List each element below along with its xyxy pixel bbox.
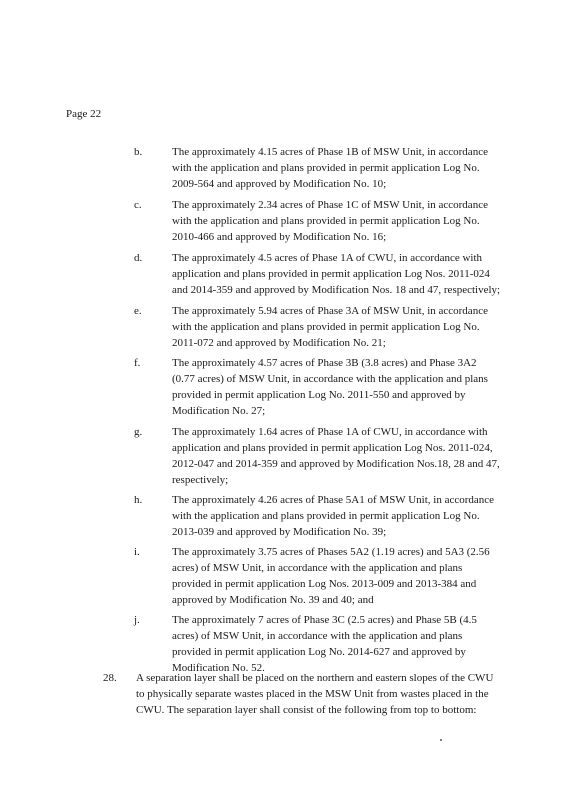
item-line: Modification No. 27; [172, 405, 266, 417]
item-text [172, 355, 517, 419]
item-line: and 2014-359 and approved by Modification Nos. 18 and 47, respectively; [172, 284, 501, 296]
item-line: with the application and plans provided in permit application Log No. [172, 510, 480, 522]
item-text [172, 197, 517, 245]
item-letter: e. [134, 305, 142, 317]
item-text [172, 612, 517, 676]
item-line: acres) of MSW Unit, in accordance with the application and plans [172, 630, 463, 642]
item-line: 2011-072 and approved by Modification No. 21; [172, 337, 386, 349]
item-line: 2010-466 and approved by Modification No. 16; [172, 231, 387, 243]
item-line: The approximately 4.57 acres of Phase 3B (3.8 acres) and Phase 3A2 [172, 357, 477, 369]
item-line: respectively; [172, 474, 229, 486]
paragraph-line: CWU. The separation layer shall consist of the following from top to bottom: [136, 704, 477, 716]
paragraph-number: 28. [103, 672, 117, 684]
item-line: provided in permit application Log Nos. 2013-009 and 2013-384 and [172, 578, 477, 590]
item-line: application and plans provided in permit application Log Nos. 2011-024, [172, 442, 493, 454]
item-text [172, 250, 517, 298]
item-letter: h. [134, 494, 143, 506]
item-text [172, 544, 517, 608]
item-line: with the application and plans provided in permit application Log No. [172, 321, 480, 333]
item-line: provided in permit application Log No. 2014-627 and approved by [172, 646, 466, 658]
item-line: (0.77 acres) of MSW Unit, in accordance with the application and plans [172, 373, 488, 385]
item-line: The approximately 5.94 acres of Phase 3A of MSW Unit, in accordance [172, 305, 488, 317]
item-letter: c. [134, 199, 142, 211]
item-letter: d. [134, 252, 143, 264]
item-line: 2012-047 and 2014-359 and approved by Modification Nos.18, 28 and 47, [172, 458, 500, 470]
item-line: Modification No. 52. [172, 662, 265, 674]
paragraph-line: A separation layer shall be placed on the northern and eastern slopes of the CWU [136, 672, 494, 684]
item-letter: f. [134, 357, 141, 369]
item-letter: i. [134, 546, 140, 558]
item-line: 2013-039 and approved by Modification No. 39; [172, 526, 387, 538]
paragraph-line: to physically separate wastes placed in the MSW Unit from wastes placed in the [136, 688, 489, 700]
scan-speck [440, 739, 442, 741]
item-line: The approximately 2.34 acres of Phase 1C of MSW Unit, in accordance [172, 199, 488, 211]
paragraph-text [136, 670, 516, 718]
page-label: Page 22 [66, 108, 102, 120]
item-text [172, 492, 517, 540]
item-line: The approximately 7 acres of Phase 3C (2.5 acres) and Phase 5B (4.5 [172, 614, 477, 626]
item-line: The approximately 4.26 acres of Phase 5A1 of MSW Unit, in accordance [172, 494, 495, 506]
item-line: with the application and plans provided in permit application Log No. [172, 215, 480, 227]
item-line: The approximately 4.15 acres of Phase 1B of MSW Unit, in accordance [172, 146, 488, 158]
item-letter: b. [134, 146, 143, 158]
item-line: 2009-564 and approved by Modification No. 10; [172, 178, 387, 190]
item-text [172, 424, 517, 488]
item-line: application and plans provided in permit application Log Nos. 2011-024 [172, 268, 490, 280]
item-text [172, 303, 517, 351]
item-line: The approximately 3.75 acres of Phases 5A2 (1.19 acres) and 5A3 (2.56 [172, 546, 490, 558]
item-line: The approximately 4.5 acres of Phase 1A of CWU, in accordance with [172, 252, 483, 264]
item-line: provided in permit application Log No. 2011-550 and approved by [172, 389, 466, 401]
item-letter: j. [134, 614, 140, 626]
item-text [172, 144, 517, 192]
item-line: The approximately 1.64 acres of Phase 1A of CWU, in accordance with [172, 426, 488, 438]
item-line: approved by Modification No. 39 and 40; and [172, 594, 374, 606]
item-line: acres) of MSW Unit, in accordance with the application and plans [172, 562, 463, 574]
item-letter: g. [134, 426, 143, 438]
item-line: with the application and plans provided in permit application Log No. [172, 162, 480, 174]
